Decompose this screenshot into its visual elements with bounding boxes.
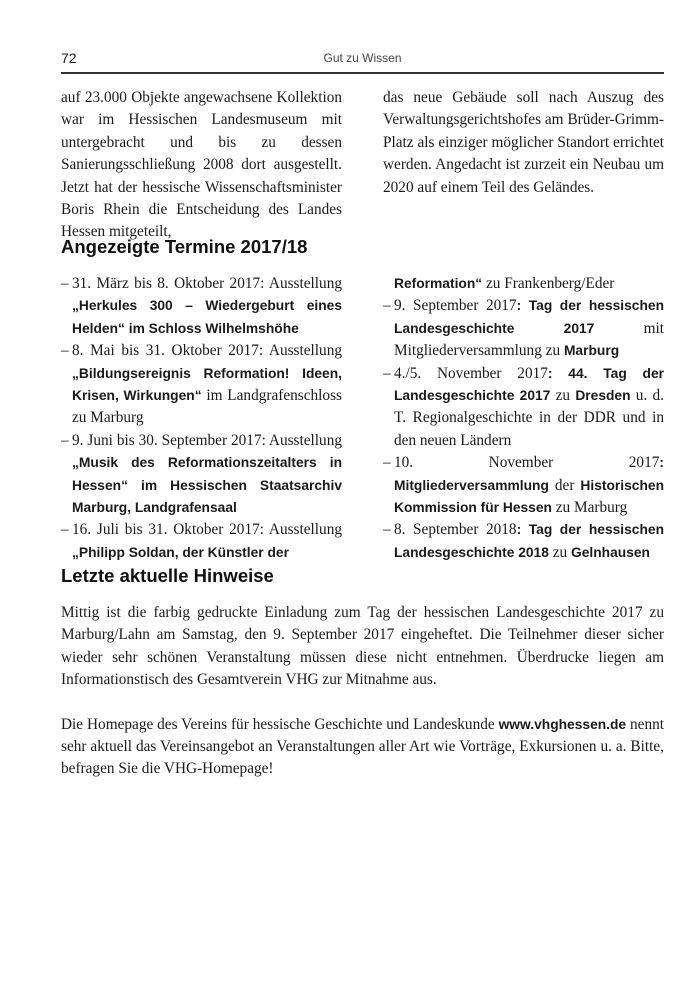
event-item: – 8. September 2018: Tag der hessischen Landesgeschichte 2018 zu Gelnhausen bbox=[383, 519, 664, 564]
event-item: – 8. Mai bis 31. Oktober 2017: Ausstellung „Bildungsereignis Reformation! Ideen, Krisen, Wirkungen“ im Landgrafenschloss zu Marburg bbox=[61, 340, 342, 430]
termine-heading: Angezeigte Termine 2017/18 bbox=[61, 236, 308, 257]
header-rule bbox=[61, 72, 664, 74]
event-item: – 9. September 2017: Tag der hessischen Landesgeschichte 2017 mit Mitgliederversammlung zu Marburg bbox=[383, 295, 664, 362]
intro-left-column bbox=[61, 87, 342, 244]
event-item: – 16. Juli bis 31. Oktober 2017: Ausstellung „Philipp Soldan, der Künstler der bbox=[61, 519, 342, 564]
homepage-link[interactable]: www.vhghessen.de bbox=[498, 716, 627, 732]
event-item: – 10. November 2017: Mitgliederversammlung der Historischen Kommission für Hessen zu Marburg bbox=[383, 452, 664, 519]
hinweise-body bbox=[61, 602, 664, 781]
hinweise-paragraph-1: Mittig ist die farbig gedruckte Einladung zum Tag der hessischen Landesgeschichte 2017 zu Marburg/Lahn am Samstag, den 9. September 2017 eingeheftet. Die Teilnehmer dieser sicher wieder sehr schönen Veranstaltung müssen diese nicht entnehmen. Überdrucke liegen am Informationstisch des Gesamtverein VHG zur Mitnahme aus. bbox=[61, 604, 664, 689]
running-title: Gut zu Wissen bbox=[323, 51, 402, 65]
event-item: – 4./5. November 2017: 44. Tag der Landesgeschichte 2017 zu Dresden u. d. T. Regionalgeschichte in der DDR und in den neuen Ländern bbox=[383, 363, 664, 453]
intro-columns bbox=[61, 87, 664, 244]
termine-left-column bbox=[61, 273, 342, 564]
event-item: – 31. März bis 8. Oktober 2017: Ausstellung „Herkules 300 – Wiedergeburt eines Helden“ im Schloss Wilhelmshöhe bbox=[61, 273, 342, 340]
event-item: – 9. Juni bis 30. September 2017: Ausstellung „Musik des Reformationszeitalters in Hessen“ im Hessischen Staatsarchiv Marburg, Landgrafensaal bbox=[61, 430, 342, 520]
termine-columns bbox=[61, 273, 664, 564]
page-number: 72 bbox=[61, 50, 77, 66]
event-list-left bbox=[61, 273, 342, 564]
intro-right-text: das neue Gebäude soll nach Auszug des Verwaltungsgerichtshofes am Brüder-Grimm-Platz als einziger möglicher Standort errichtet werden. Angedacht ist zurzeit ein Neubau um 2020 auf einem Teil des Geländes. bbox=[383, 89, 664, 196]
event-item-continuation: Reformation“ zu Frankenberg/Eder bbox=[394, 275, 615, 292]
intro-left-text: auf 23.000 Objekte angewachsene Kollektion war im Hessischen Landesmuseum mit untergebracht und bis zu dessen Sanierungsschließung 2008 dort ausgestellt. Jetzt hat der hessische Wissenschaftsminister Boris Rhein die Entscheidung des Landes Hessen mitgeteilt, bbox=[61, 89, 342, 241]
termine-right-column bbox=[383, 273, 664, 564]
event-list-right bbox=[383, 273, 664, 564]
intro-right-column bbox=[383, 87, 664, 244]
hinweise-paragraph-2: Die Homepage des Vereins für hessische Geschichte und Landeskunde www.vhghessen.de nennt sehr aktuell das Vereinsangebot an Veranstaltungen aller Art wie Vorträge, Exkursionen u. a. Bitte, befragen Sie die VHG-Homepage! bbox=[61, 715, 665, 778]
hinweise-heading: Letzte aktuelle Hinweise bbox=[61, 565, 274, 586]
